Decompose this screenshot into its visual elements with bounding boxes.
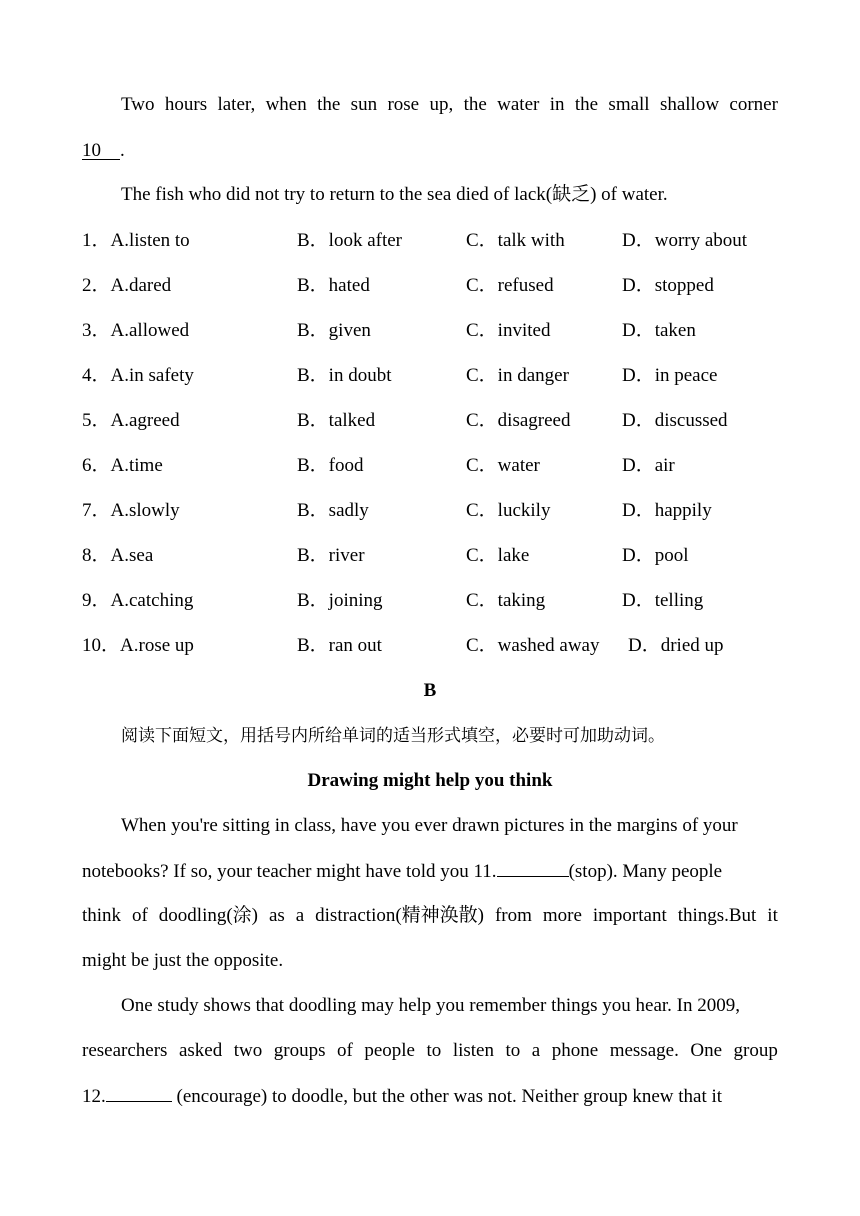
option-c: C．lake bbox=[466, 545, 530, 566]
word: to bbox=[426, 1040, 442, 1061]
question-row bbox=[82, 273, 782, 299]
word: sun bbox=[350, 94, 378, 115]
word: important bbox=[592, 905, 667, 926]
option-b: B．look after bbox=[297, 230, 403, 251]
option-a: A.time bbox=[110, 455, 163, 476]
option-c: C．taking bbox=[466, 590, 546, 611]
option-b: B．sadly bbox=[297, 500, 369, 521]
question-number-and-option-a bbox=[82, 408, 180, 434]
option-a: A.allowed bbox=[110, 320, 190, 341]
option-b: B．hated bbox=[297, 275, 370, 296]
word: phone bbox=[551, 1040, 599, 1061]
question-row bbox=[82, 318, 782, 344]
word: think bbox=[82, 905, 122, 926]
question-number: 9． bbox=[82, 590, 111, 611]
word: to bbox=[505, 1040, 521, 1061]
option-d: D．stopped bbox=[622, 275, 714, 296]
blank-11 bbox=[497, 858, 569, 877]
word: a bbox=[531, 1040, 541, 1061]
word: people bbox=[364, 1040, 415, 1061]
question-number-and-option-a bbox=[82, 633, 194, 659]
option-a: A.listen to bbox=[110, 230, 190, 251]
word: group bbox=[733, 1040, 778, 1061]
article-p1-line1: When you're sitting in class, have you ever drawn pictures in the margins of your bbox=[121, 815, 738, 836]
question-number: 10． bbox=[82, 635, 121, 656]
word: researchers bbox=[82, 1040, 168, 1061]
question-number-and-option-a bbox=[82, 588, 193, 614]
word: from bbox=[494, 905, 532, 926]
question-row bbox=[82, 453, 782, 479]
word: as bbox=[268, 905, 285, 926]
word: in bbox=[549, 94, 565, 115]
option-d: D．telling bbox=[622, 590, 704, 611]
question-number-and-option-a bbox=[82, 543, 153, 569]
word: water bbox=[497, 94, 540, 115]
word: groups bbox=[273, 1040, 326, 1061]
article-p1-line3 bbox=[82, 903, 778, 929]
question-number-and-option-a bbox=[82, 498, 180, 524]
word: message. bbox=[609, 1040, 679, 1061]
word: the bbox=[463, 94, 487, 115]
option-b: B．river bbox=[297, 545, 365, 566]
word: listen bbox=[452, 1040, 494, 1061]
question-number: 3． bbox=[82, 320, 111, 341]
option-c: C．luckily bbox=[466, 500, 551, 521]
word: small bbox=[608, 94, 650, 115]
option-c: C．in danger bbox=[466, 365, 569, 386]
word: corner bbox=[729, 94, 778, 115]
question-row bbox=[82, 408, 782, 434]
question-number: 7． bbox=[82, 500, 111, 521]
option-a: A.rose up bbox=[120, 635, 194, 656]
word: up, bbox=[429, 94, 454, 115]
option-c: C．talk with bbox=[466, 230, 565, 251]
question-number-and-option-a bbox=[82, 453, 163, 479]
question-number: 1． bbox=[82, 230, 111, 251]
option-a: A.dared bbox=[110, 275, 172, 296]
question-number: 8． bbox=[82, 545, 111, 566]
passage-a-paragraph1-line2: 10 . bbox=[82, 140, 125, 161]
option-b: B．talked bbox=[297, 410, 376, 431]
option-b: B．given bbox=[297, 320, 371, 341]
word: when bbox=[265, 94, 307, 115]
question-row bbox=[82, 543, 782, 569]
question-number: 4． bbox=[82, 365, 111, 386]
word: it bbox=[767, 905, 778, 926]
option-d: D．discussed bbox=[622, 410, 728, 431]
option-d: D．pool bbox=[622, 545, 689, 566]
word: distraction(精神涣散) bbox=[315, 905, 484, 926]
question-row bbox=[82, 498, 782, 524]
option-a: A.catching bbox=[110, 590, 194, 611]
question-number: 2． bbox=[82, 275, 111, 296]
option-b: B．ran out bbox=[297, 635, 382, 656]
option-a: A.sea bbox=[110, 545, 154, 566]
word: rose bbox=[387, 94, 420, 115]
option-b: B．food bbox=[297, 455, 364, 476]
option-d: D．dried up bbox=[628, 635, 724, 656]
option-a: A.in safety bbox=[110, 365, 194, 386]
word: two bbox=[233, 1040, 263, 1061]
word: Two bbox=[121, 94, 155, 115]
word: more bbox=[542, 905, 582, 926]
question-number: 6． bbox=[82, 455, 111, 476]
section-b-instruction: 阅读下面短文，用括号内所给单词的适当形式填空，必要时可加助动词。 bbox=[121, 726, 665, 746]
option-c: C．disagreed bbox=[466, 410, 571, 431]
article-title: Drawing might help you think bbox=[307, 770, 553, 791]
word: the bbox=[317, 94, 341, 115]
question-row bbox=[82, 228, 782, 254]
option-d: D．taken bbox=[622, 320, 696, 341]
option-d: D．worry about bbox=[622, 230, 748, 251]
word: of bbox=[337, 1040, 353, 1061]
section-b-heading: B bbox=[423, 680, 437, 701]
word: of bbox=[132, 905, 148, 926]
option-c: C．invited bbox=[466, 320, 551, 341]
word: shallow bbox=[659, 94, 720, 115]
option-c: C．water bbox=[466, 455, 540, 476]
article-p1-line2: notebooks? If so, your teacher might have told you 11. (stop). Many people bbox=[82, 858, 778, 885]
question-row bbox=[82, 588, 782, 614]
question-number-and-option-a bbox=[82, 228, 190, 254]
word: doodling(涂) bbox=[158, 905, 259, 926]
question-number-and-option-a bbox=[82, 363, 194, 389]
option-d: D．air bbox=[622, 455, 675, 476]
article-p2-line2 bbox=[82, 1038, 778, 1064]
option-c: C．washed away bbox=[466, 635, 600, 656]
option-a: A.agreed bbox=[110, 410, 180, 431]
word: One bbox=[690, 1040, 722, 1061]
option-b: B．in doubt bbox=[297, 365, 392, 386]
word: a bbox=[295, 905, 305, 926]
option-d: D．happily bbox=[622, 500, 712, 521]
article-p1-line4: might be just the opposite. bbox=[82, 950, 284, 971]
question-row bbox=[82, 633, 782, 659]
question-number-and-option-a bbox=[82, 318, 189, 344]
option-a: A.slowly bbox=[110, 500, 180, 521]
option-d: D．in peace bbox=[622, 365, 718, 386]
question-number: 5． bbox=[82, 410, 111, 431]
word: hours bbox=[164, 94, 208, 115]
question-number-and-option-a bbox=[82, 273, 171, 299]
article-p2-line3: 12. (encourage) to doodle, but the other was not. Neither group knew that it bbox=[82, 1083, 778, 1110]
option-b: B．joining bbox=[297, 590, 383, 611]
word: asked bbox=[178, 1040, 223, 1061]
blank-12 bbox=[106, 1083, 172, 1102]
passage-a-paragraph2: The fish who did not try to return to the sea died of lack(缺乏) of water. bbox=[121, 184, 668, 205]
word: the bbox=[574, 94, 599, 115]
blank-10: 10 bbox=[82, 140, 101, 161]
question-row bbox=[82, 363, 782, 389]
word: later, bbox=[217, 94, 256, 115]
option-c: C．refused bbox=[466, 275, 554, 296]
passage-a-paragraph1-line1 bbox=[121, 92, 778, 118]
word: things.But bbox=[677, 905, 757, 926]
article-p2-line1: One study shows that doodling may help you remember things you hear. In 2009, bbox=[121, 995, 740, 1016]
